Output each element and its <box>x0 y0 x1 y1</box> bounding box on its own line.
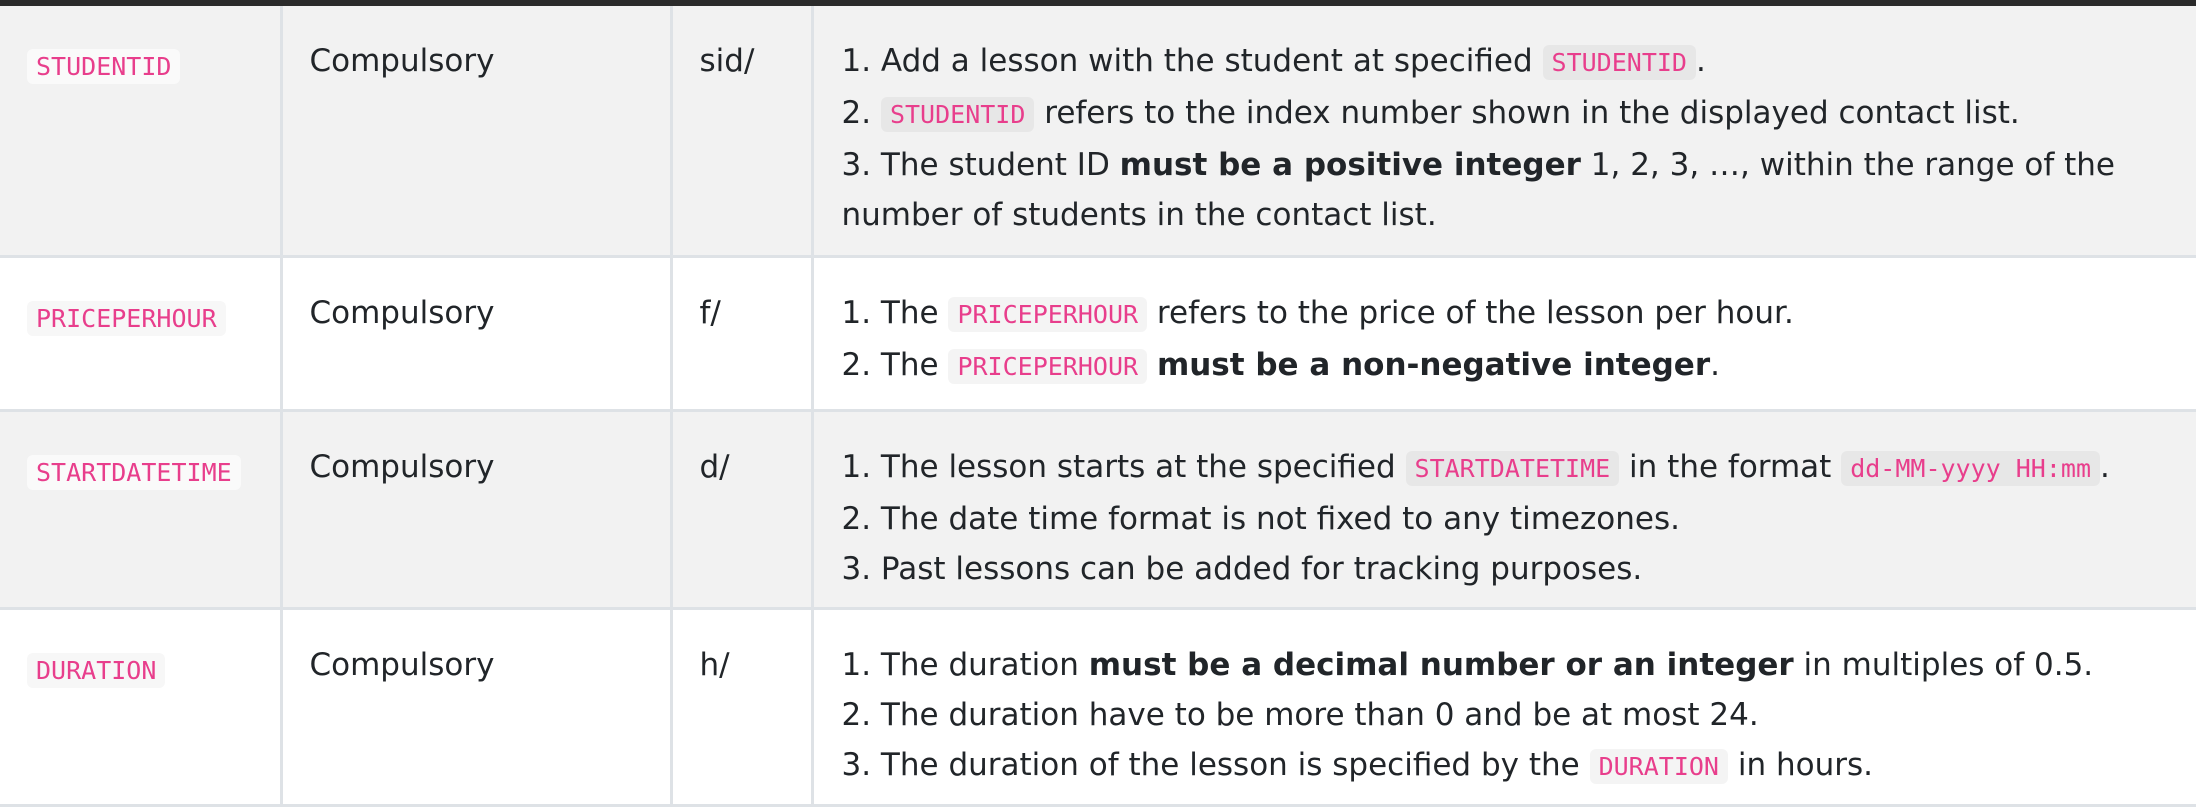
parameter-name: PRICEPERHOUR <box>27 301 226 336</box>
parameter-name-cell <box>0 256 281 410</box>
inline-code: STUDENTID <box>881 97 1034 132</box>
emphasis-text: must be a non-negative integer <box>1156 346 1711 383</box>
emphasis-text: must be a decimal number or an integer <box>1088 646 1794 683</box>
description-text: in the format <box>1619 448 1842 485</box>
description-text: 3. Past lessons can be added for tracking purposes. <box>841 550 1643 587</box>
description-line <box>842 544 2169 594</box>
description-text: in multiples of 0.5. <box>1793 646 2094 683</box>
inline-code: PRICEPERHOUR <box>948 349 1147 384</box>
description-text: refers to the index number shown in the displayed contact list. <box>1034 95 2020 131</box>
description-text: refers to the price of the lesson per hour. <box>1147 294 1794 331</box>
inline-code: STUDENTID <box>1543 45 1696 80</box>
description-text: 3. The duration of the lesson is specified by the <box>841 746 1590 783</box>
parameter-table <box>0 6 2196 807</box>
prefix-cell: h/ <box>671 608 812 805</box>
description-text: 2. The date time format is not fixed to any timezones. <box>841 500 1680 537</box>
necessity-cell: Compulsory <box>281 256 671 410</box>
description-cell <box>812 256 2196 410</box>
necessity-cell: Compulsory <box>281 608 671 805</box>
inline-code: DURATION <box>1590 749 1728 784</box>
description-text <box>1147 347 1157 383</box>
description-text: 1. The duration <box>841 646 1089 683</box>
description-line <box>842 88 2169 140</box>
description-cell <box>812 608 2196 805</box>
prefix-cell: d/ <box>671 410 812 608</box>
inline-code: STARTDATETIME <box>1406 451 1620 486</box>
parameter-name-cell <box>0 6 281 256</box>
parameter-name: DURATION <box>27 653 165 688</box>
description-text: in hours. <box>1728 746 1873 783</box>
description-line <box>842 140 2169 240</box>
description-line <box>842 340 2169 392</box>
description-text: 1. Add a lesson with the student at specified <box>841 43 1543 79</box>
description-text: 2. <box>841 95 881 131</box>
prefix-cell: sid/ <box>671 6 812 256</box>
necessity-cell: Compulsory <box>281 410 671 608</box>
description-line <box>842 36 2169 88</box>
description-text: . <box>1695 43 1706 79</box>
description-text: . <box>2100 448 2110 485</box>
description-line <box>842 442 2169 494</box>
description-text: 3. The student ID <box>841 147 1120 183</box>
description-cell <box>812 6 2196 256</box>
description-text: 2. The duration have to be more than 0 and be at most 24. <box>841 696 1759 733</box>
description-text: 1, 2, 3, …, within the range of the number of students in the contact list. <box>841 147 2115 233</box>
description-text: 1. The lesson starts at the specified <box>841 448 1406 485</box>
parameter-name-cell <box>0 410 281 608</box>
table-row <box>0 608 2196 805</box>
prefix-cell: f/ <box>671 256 812 410</box>
description-line <box>842 288 2169 340</box>
necessity-cell: Compulsory <box>281 6 671 256</box>
description-cell <box>812 410 2196 608</box>
description-line <box>842 690 2169 740</box>
description-line <box>842 640 2169 690</box>
description-text: 1. The <box>841 294 949 331</box>
parameter-name-cell <box>0 608 281 805</box>
description-line <box>842 740 2169 792</box>
table-row <box>0 256 2196 410</box>
inline-code: PRICEPERHOUR <box>948 297 1147 332</box>
parameter-name: STUDENTID <box>27 49 180 84</box>
inline-code: dd-MM-yyyy HH:mm <box>1841 451 2100 486</box>
table-row <box>0 6 2196 256</box>
table-row <box>0 410 2196 608</box>
emphasis-text: must be a positive integer <box>1119 147 1581 183</box>
description-text: 2. The <box>841 346 949 383</box>
description-text: . <box>1710 346 1720 383</box>
parameter-name: STARTDATETIME <box>27 455 241 490</box>
description-line <box>842 494 2169 544</box>
